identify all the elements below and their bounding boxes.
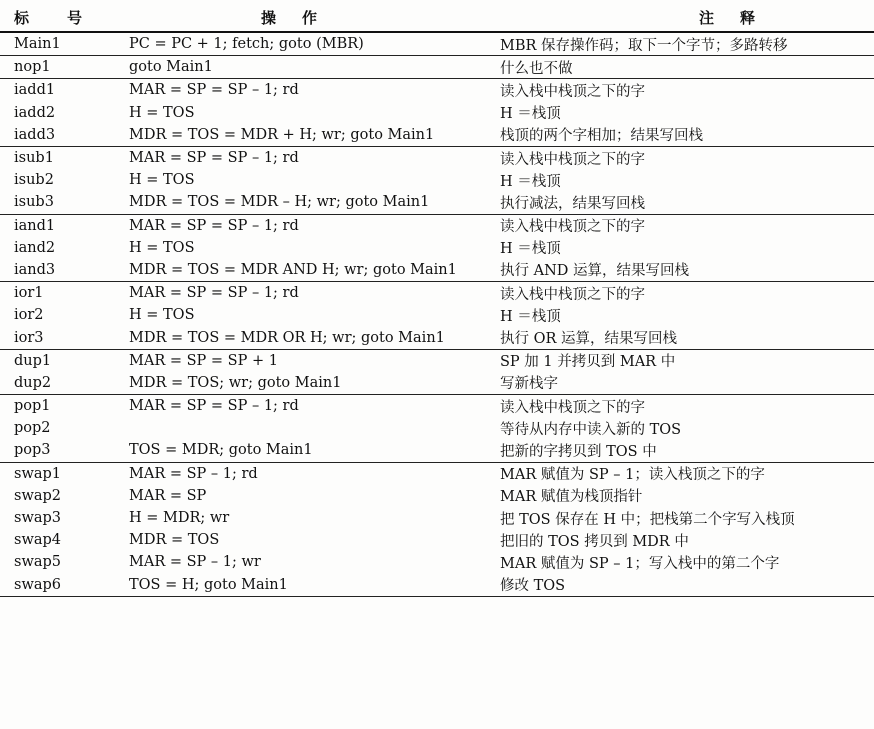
table-row — [0, 439, 874, 462]
table-row — [0, 32, 874, 56]
row-label: ior2 — [14, 307, 44, 324]
row-comment: H ＝栈顶 — [500, 241, 561, 258]
table-row — [0, 146, 874, 169]
row-label: iadd2 — [14, 104, 56, 121]
table-body — [0, 32, 874, 596]
row-operation: MAR = SP = SP – 1; rd — [119, 146, 484, 169]
row-operation: MDR = TOS = MDR AND H; wr; goto Main1 — [129, 261, 457, 278]
row-comment: H ＝栈顶 — [500, 308, 561, 325]
row-label: nop1 — [0, 56, 119, 79]
row-comment: SP 加 1 并拷贝到 MAR 中 — [484, 349, 874, 372]
row-label: dup2 — [14, 374, 52, 391]
row-operation: MDR = TOS = MDR – H; wr; goto Main1 — [129, 194, 430, 211]
table-row — [0, 507, 874, 529]
row-comment: 把新的字拷贝到 TOS 中 — [500, 443, 657, 460]
row-operation: MDR = TOS; wr; goto Main1 — [129, 374, 342, 391]
header-note-char-1: 注 — [699, 9, 715, 27]
row-comment: 读入栈中栈顶之下的字 — [484, 282, 874, 305]
row-label: isub2 — [14, 172, 54, 189]
row-label: iand1 — [0, 214, 119, 237]
row-comment: MAR 赋值为 SP – 1；读入栈顶之下的字 — [484, 462, 874, 485]
table-row — [0, 282, 874, 305]
row-label: isub3 — [14, 194, 54, 211]
row-comment: MAR 赋值为栈顶指针 — [500, 489, 643, 506]
row-operation: H = TOS — [129, 104, 195, 121]
row-label: iadd3 — [14, 126, 56, 143]
row-comment: 读入栈中栈顶之下的字 — [484, 146, 874, 169]
table-row — [0, 304, 874, 326]
header-note-char-2: 释 — [740, 9, 756, 27]
header-label-char-1: 标 — [14, 9, 30, 27]
row-operation — [119, 417, 484, 439]
row-operation: H = MDR; wr — [129, 510, 230, 527]
header-op-char-2: 作 — [302, 9, 318, 27]
row-label: ior1 — [0, 282, 119, 305]
row-comment: H ＝栈顶 — [500, 173, 561, 190]
row-label: ior3 — [14, 329, 44, 346]
row-comment: 读入栈中栈顶之下的字 — [484, 214, 874, 237]
table-row — [0, 529, 874, 551]
row-operation: MAR = SP – 1; wr — [129, 554, 261, 571]
row-label: swap2 — [14, 487, 62, 504]
table-row — [0, 56, 874, 79]
row-comment: MBR 保存操作码；取下一个字节；多路转移 — [484, 32, 874, 56]
row-comment: 执行 OR 运算，结果写回栈 — [500, 331, 678, 348]
table-row — [0, 259, 874, 282]
row-comment: 执行减法，结果写回栈 — [500, 195, 645, 212]
row-label: pop3 — [14, 442, 51, 459]
table-row — [0, 574, 874, 597]
row-operation: TOS = H; goto Main1 — [119, 574, 484, 597]
microprogram-table — [0, 4, 874, 597]
row-label: swap6 — [0, 574, 119, 597]
row-comment: 什么也不做 — [484, 56, 874, 79]
row-label: swap4 — [14, 532, 62, 549]
row-label: pop2 — [14, 420, 51, 437]
row-operation: TOS = MDR; goto Main1 — [129, 442, 313, 459]
row-label: iand3 — [14, 261, 56, 278]
table-row — [0, 124, 874, 147]
row-label: iadd1 — [0, 79, 119, 102]
table-header — [0, 4, 874, 32]
row-label: pop1 — [0, 395, 119, 418]
row-comment: 写新栈字 — [500, 376, 558, 393]
row-comment: 读入栈中栈顶之下的字 — [484, 395, 874, 418]
row-label: swap3 — [14, 510, 62, 527]
row-comment: 栈顶的两个字相加；结果写回栈 — [500, 128, 703, 145]
row-comment: 等待从内存中读入新的 TOS — [500, 421, 682, 438]
table-row — [0, 237, 874, 259]
row-label: isub1 — [0, 146, 119, 169]
table-row — [0, 349, 874, 372]
row-comment: 读入栈中栈顶之下的字 — [484, 79, 874, 102]
table-row — [0, 462, 874, 485]
table-row — [0, 79, 874, 102]
table-row — [0, 191, 874, 214]
row-comment: 把旧的 TOS 拷贝到 MDR 中 — [500, 533, 689, 550]
table-row — [0, 417, 874, 439]
row-comment: 把 TOS 保存在 H 中；把栈第二个字写入栈顶 — [500, 511, 795, 528]
row-operation: MAR = SP = SP + 1 — [119, 349, 484, 372]
row-operation: MDR = TOS = MDR + H; wr; goto Main1 — [129, 126, 435, 143]
table-row — [0, 102, 874, 124]
header-row — [0, 4, 874, 32]
table-row — [0, 214, 874, 237]
row-label: dup1 — [0, 349, 119, 372]
row-operation: PC = PC + 1; fetch; goto (MBR) — [119, 32, 484, 56]
row-label: iand2 — [14, 239, 56, 256]
table-row — [0, 169, 874, 191]
row-operation: MAR = SP — [129, 487, 207, 504]
row-comment: H ＝栈顶 — [500, 106, 561, 123]
table-row — [0, 485, 874, 507]
column-header-label — [0, 4, 119, 32]
header-op-char-1: 操 — [261, 9, 277, 27]
row-operation: H = TOS — [129, 307, 195, 324]
row-operation: MAR = SP = SP – 1; rd — [119, 282, 484, 305]
row-operation: H = TOS — [129, 172, 195, 189]
row-operation: MAR = SP = SP – 1; rd — [119, 79, 484, 102]
row-label: swap1 — [0, 462, 119, 485]
row-comment: MAR 赋值为 SP – 1；写入栈中的第二个字 — [500, 555, 780, 572]
row-operation: MAR = SP = SP – 1; rd — [119, 214, 484, 237]
header-label-char-2: 号 — [67, 9, 83, 27]
table-row — [0, 326, 874, 349]
column-header-comment — [484, 4, 874, 32]
row-operation: MAR = SP – 1; rd — [119, 462, 484, 485]
column-header-operation — [119, 4, 484, 32]
table-row — [0, 551, 874, 573]
row-operation: MAR = SP = SP – 1; rd — [119, 395, 484, 418]
row-operation: MDR = TOS — [129, 532, 220, 549]
row-comment: 执行 AND 运算，结果写回栈 — [500, 263, 690, 280]
row-label: Main1 — [0, 32, 119, 56]
table-row — [0, 395, 874, 418]
row-operation: goto Main1 — [119, 56, 484, 79]
table-row — [0, 372, 874, 395]
row-operation: MDR = TOS = MDR OR H; wr; goto Main1 — [129, 329, 445, 346]
row-comment: 修改 TOS — [484, 574, 874, 597]
row-label: swap5 — [14, 554, 62, 571]
row-operation: H = TOS — [129, 239, 195, 256]
